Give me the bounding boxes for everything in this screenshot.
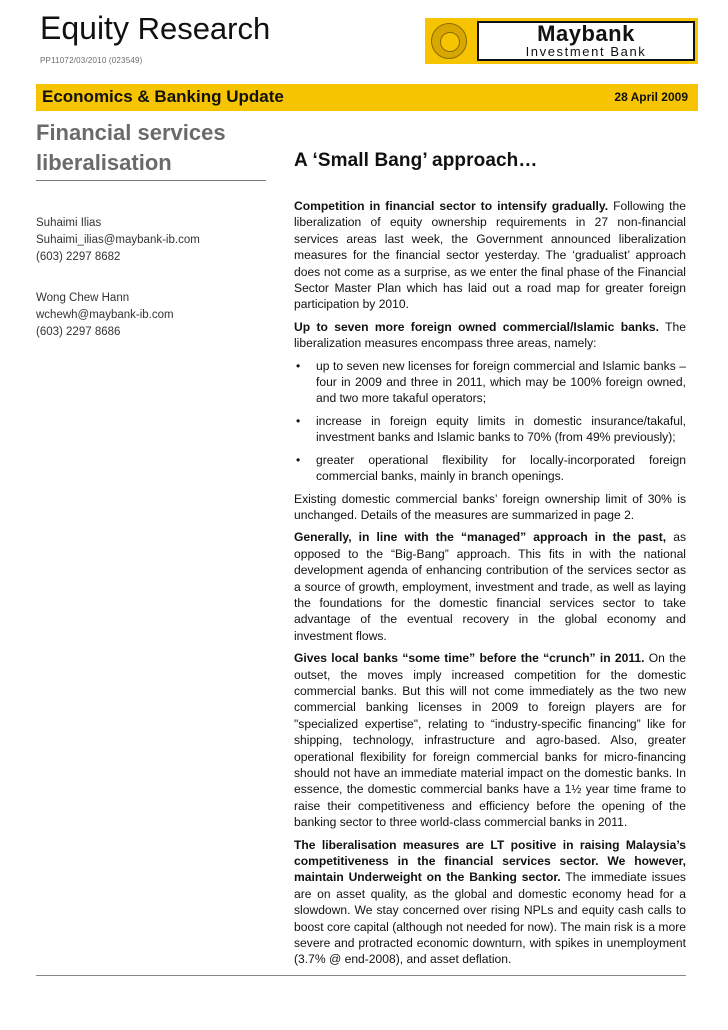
topic-divider: [36, 180, 266, 181]
band-date: 28 April 2009: [614, 90, 688, 104]
logo-name: Maybank: [537, 21, 635, 46]
paragraph-text: Existing domestic commercial banks’ foreign ownership limit of 30% is unchanged. Details of the measures are summarized in page 2.: [294, 491, 686, 522]
article-headline: A ‘Small Bang’ approach…: [294, 150, 538, 171]
paragraph: [294, 319, 686, 352]
analyst-email[interactable]: wchewh@maybank-ib.com: [36, 309, 174, 321]
report-code: PP11072/03/2010 (023549): [40, 56, 143, 65]
paragraph: [294, 529, 686, 644]
list-item: [294, 413, 686, 446]
topic-title: Financial services liberalisation: [36, 120, 226, 175]
paragraph-lead: Up to seven more foreign owned commercial/Islamic banks.: [294, 319, 660, 334]
analyst-email[interactable]: Suhaimi_ilias@maybank-ib.com: [36, 234, 200, 246]
analyst-block: [36, 215, 266, 266]
paragraph: [294, 491, 686, 524]
list-item: [294, 452, 686, 485]
list-item-text: increase in foreign equity limits in domestic insurance/takaful, investment banks and Islamic banks to 70% (from 49% previously);: [316, 413, 686, 445]
tiger-logo-icon-inner: [440, 32, 460, 52]
paragraph-lead: The liberalisation measures are LT positive in raising Malaysia’s competitiveness in the financial services sector. We however, maintain Underweight on the Banking sector.: [294, 837, 686, 885]
analyst-name: Suhaimi Ilias: [36, 217, 102, 229]
paragraph-text: Following the liberalization of equity ownership requirements in 27 non-financial services areas last week, the Government announced liberalization measures for the financial sector yesterday. The ‘gradualist’ approach does not come as a surprise, as we enter the final phase of the Financial Sector Master Plan which has laid out a road map for greater foreign participation by 2010.: [294, 199, 686, 312]
analyst-block: [36, 290, 266, 341]
list-item-text: greater operational flexibility for locally-incorporated foreign commercial banks, mainly in branch openings.: [316, 452, 686, 484]
bullet-icon: •: [296, 413, 301, 428]
paragraph-lead: Competition in financial sector to intensify gradually.: [294, 199, 609, 213]
bullet-icon: •: [296, 358, 301, 373]
logo-wordmark: [477, 21, 695, 61]
list-item-text: up to seven new licenses for foreign commercial and Islamic banks – four in 2009 and three in 2011, which may be 100% foreign owned, and two more takaful operators;: [316, 358, 686, 406]
paragraph-text: The liberalization measures encompass three areas, namely:: [294, 319, 687, 351]
analyst-phone: (603) 2297 8686: [36, 326, 121, 338]
brand-title: [40, 10, 270, 47]
brand-title-strong: Equity: [40, 10, 129, 46]
paragraph-text: as opposed to the “Big-Bang” approach. This fits in with the national development agenda of enhancing contribution of the services sector as a source of growth, employment, investment and trade, as well as laying the foundations for the domestic financial services sector to take advantage of the eventual recovery in the global economy and investment flows.: [294, 530, 686, 643]
paragraph-lead: Generally, in line with the “managed” approach in the past,: [294, 530, 667, 545]
maybank-logo: [425, 18, 698, 64]
article-body: [294, 198, 686, 974]
analyst-name: Wong Chew Hann: [36, 292, 130, 304]
brand-title-light-text: Research: [137, 11, 271, 46]
bullet-icon: •: [296, 452, 301, 467]
list-item: [294, 358, 686, 407]
paragraph-text: The immediate issues are on asset quality, as the global and domestic economy head for a slowdown. We stay concerned over rising NPLs and equity cash calls to boost core capital (although not needed for now). The main risk is a more severe and protracted economic downturn, with spikes in unemployment (3.7% @ end-2008), and asset deflation.: [294, 870, 686, 967]
paragraph: [294, 650, 686, 830]
paragraph-lead: Gives local banks “some time” before the “crunch” in 2011.: [294, 651, 645, 666]
paragraph: [294, 198, 686, 313]
logo-subtitle: Investment Bank: [525, 44, 647, 59]
analyst-phone: (603) 2297 8682: [36, 251, 121, 263]
tiger-logo-icon: [431, 23, 467, 59]
paragraph: [294, 837, 686, 968]
section-band: [36, 84, 698, 111]
page-header: [0, 0, 728, 80]
band-title: Economics & Banking Update: [42, 87, 284, 106]
measures-list: [294, 358, 686, 485]
brand-title-light: [129, 11, 270, 46]
footer-divider: [36, 975, 686, 976]
paragraph-text: On the outset, the moves imply increased competition for the domestic commercial banks. But this will not come immediately as the two new commercial banking licenses in 2009 to foreign players are for "specialized expertise", relating to “industry-specific financing” like for shipping, technology, infrastructure and agro-based. Also, greater operational flexibility for foreign commercial banks for micro-financing should not have an immediate material impact on the domestic banks. In essence, the domestic commercial banks have a 1½ year time frame to raise their competitiveness and efficiency before the opening of the banking sector to three world-class commercial banks in 2011.: [294, 651, 687, 830]
